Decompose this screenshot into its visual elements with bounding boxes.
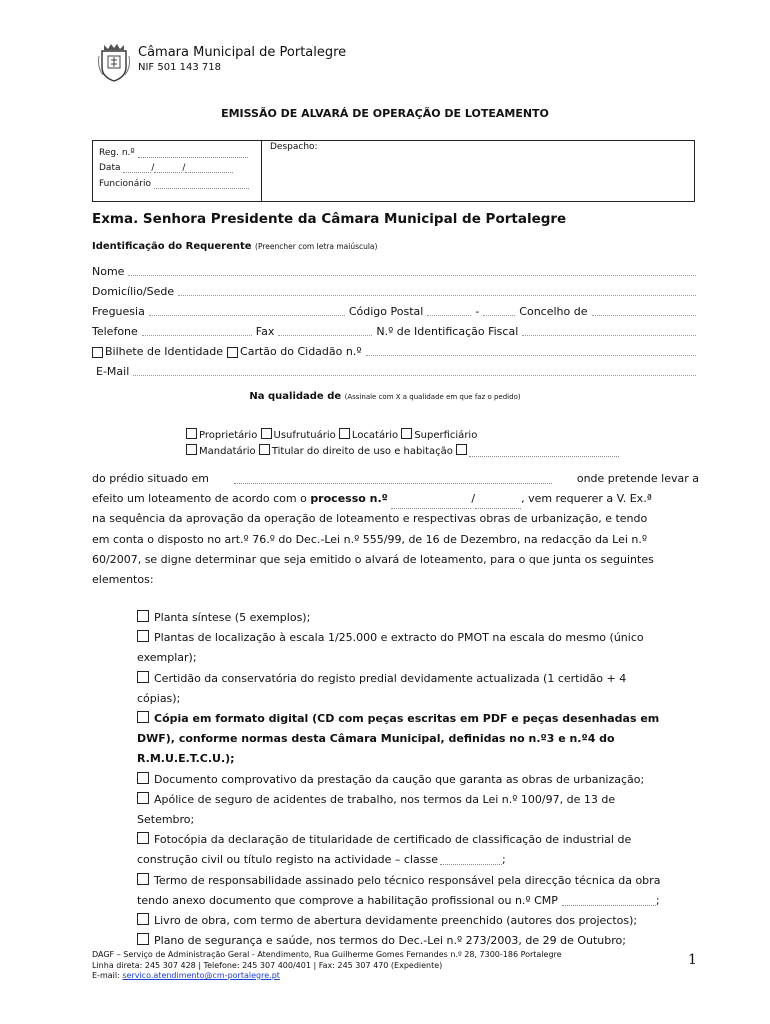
id-document-row <box>92 342 698 358</box>
item-text: Fotocópia da declaração de titularidade de certificado de classificação de industrial de <box>154 833 632 847</box>
footer-contacts: Linha direta: 245 307 428 | Telefone: 245 307 400/401 | Fax: 245 307 470 (Expediente) <box>92 960 443 970</box>
item-checkbox[interactable] <box>137 933 149 945</box>
para-l5: 60/2007, se digne determinar que seja emitido o alvará de loteamento, para o que junta os seguintes <box>92 552 654 566</box>
list-item <box>137 709 699 770</box>
date-sep-1: / <box>151 163 155 173</box>
process-sep: / <box>471 492 476 506</box>
nome-label: Nome <box>92 265 125 278</box>
cmp-input[interactable] <box>562 891 656 906</box>
telefone-row <box>92 322 698 338</box>
item-checkbox[interactable] <box>137 671 149 683</box>
quality-hint: (Assinale com X a qualidade em que faz o pedido) <box>344 393 521 401</box>
item-text-cont: Setembro; <box>137 813 195 827</box>
item-text: Planta síntese (5 exemplos); <box>154 611 311 624</box>
item-text-cont: exemplar); <box>137 651 197 665</box>
item-text-cont: R.M.U.E.T.C.U.); <box>137 752 235 766</box>
list-item <box>137 931 699 951</box>
para-l6: elementos: <box>92 573 154 587</box>
item-text-cont: tendo anexo documento que comprove a habilitação profissional ou n.º CMP <box>137 893 558 907</box>
funcionario-field[interactable] <box>99 178 249 189</box>
list-item <box>137 790 699 830</box>
email-label: E-Mail <box>96 365 130 378</box>
other-quality-checkbox[interactable] <box>456 444 467 455</box>
item-text: Certidão da conservatória do registo predial devidamente actualizada (1 certidão + 4 <box>154 671 627 685</box>
quality-title: Na qualidade de <box>249 391 342 402</box>
domicilio-label: Domicílio/Sede <box>92 285 175 298</box>
document-checklist <box>137 608 699 951</box>
item-checkbox[interactable] <box>137 832 149 844</box>
item-checkbox[interactable] <box>137 792 149 804</box>
item-checkbox[interactable] <box>137 610 149 622</box>
addressee: Exma. Senhora Presidente da Câmara Municipal de Portalegre <box>92 211 567 227</box>
reg-number-label: Reg. n.º <box>99 148 135 158</box>
identification-heading <box>92 241 377 252</box>
list-item <box>137 628 699 668</box>
list-item <box>137 830 699 870</box>
codigo-postal-dash: - <box>475 305 480 318</box>
org-nif: NIF 501 143 718 <box>138 62 221 73</box>
item-trail: ; <box>502 853 506 867</box>
para-l1-end: onde pretende levar a <box>576 472 699 485</box>
municipal-crest-icon <box>97 42 131 82</box>
list-item <box>137 608 699 628</box>
item-checkbox[interactable] <box>137 772 149 784</box>
footer <box>92 950 562 982</box>
freguesia-input[interactable] <box>149 305 345 316</box>
list-item <box>137 770 699 790</box>
item-text-cont: cópias); <box>137 691 181 705</box>
despacho-label: Despacho: <box>270 142 318 152</box>
list-item <box>137 911 699 931</box>
para-l2-end: , vem requerer a V. Ex.ª <box>521 492 652 506</box>
date-sep-2: / <box>182 163 186 173</box>
concelho-label: Concelho de <box>519 305 588 318</box>
email-row <box>96 362 698 378</box>
location-input[interactable] <box>234 469 552 484</box>
item-text: Cópia em formato digital (CD com peças escritas em PDF e peças desenhadas em <box>154 712 660 726</box>
document-title: EMISSÃO DE ALVARÁ DE OPERAÇÃO DE LOTEAMENTO <box>221 107 549 120</box>
footer-address: DAGF – Serviço de Administração Geral - Atendimento, Rua Guilherme Gomes Fernandes n.º 28, 7300-186 Portalegre <box>92 950 562 959</box>
fax-label: Fax <box>255 325 275 338</box>
domicilio-row <box>92 282 698 298</box>
item-checkbox[interactable] <box>137 711 149 723</box>
telefone-input[interactable] <box>142 325 252 336</box>
item-checkbox[interactable] <box>137 630 149 642</box>
page-number: 1 <box>688 952 697 968</box>
item-text: Plantas de localização à escala 1/25.000 e extracto do PMOT na escala do mesmo (único <box>154 631 644 645</box>
list-item <box>137 669 699 709</box>
process-number-label: processo n.º <box>310 492 388 506</box>
proprietario-checkbox[interactable] <box>186 428 197 439</box>
cartao-label: Cartão do Cidadão n.º <box>240 345 362 358</box>
item-checkbox[interactable] <box>137 913 149 925</box>
process-number-input[interactable] <box>391 494 471 509</box>
freguesia-row <box>92 302 698 318</box>
titular-label: Titular do direito de uso e habitação <box>271 446 453 457</box>
domicilio-input[interactable] <box>178 285 696 296</box>
date-field[interactable] <box>99 162 233 173</box>
reg-number-field[interactable] <box>99 147 248 158</box>
name-row <box>92 262 698 278</box>
request-paragraph <box>92 469 699 590</box>
locatario-label: Locatário <box>351 430 399 441</box>
item-text: Plano de segurança e saúde, nos termos do Dec.-Lei n.º 273/2003, de 29 de Outubro; <box>154 934 626 948</box>
item-text: Documento comprovativo da prestação da caução que garanta as obras de urbanização; <box>154 772 645 786</box>
concelho-input[interactable] <box>592 305 697 316</box>
mandatario-checkbox[interactable] <box>186 444 197 455</box>
item-text-cont: construção civil ou título registo na actividade – classe <box>137 853 438 867</box>
para-l1-start: do prédio situado em <box>92 472 210 485</box>
item-trail: ; <box>655 893 660 907</box>
funcionario-label: Funcionário <box>99 179 151 189</box>
registry-divider <box>261 141 262 201</box>
process-year-input[interactable] <box>475 494 521 509</box>
list-item <box>137 871 699 911</box>
telefone-label: Telefone <box>92 325 138 338</box>
freguesia-label: Freguesia <box>92 305 145 318</box>
codigo-postal-input-2[interactable] <box>483 305 515 316</box>
usufrutuario-checkbox[interactable] <box>261 428 272 439</box>
locatario-checkbox[interactable] <box>339 428 350 439</box>
item-text-cont: DWF), conforme normas desta Câmara Municipal, definidas no n.º3 e n.º4 do <box>137 732 615 746</box>
footer-email-label: E-mail: <box>92 971 120 980</box>
id-number-input[interactable] <box>366 345 696 356</box>
identification-title: Identificação do Requerente <box>92 241 252 252</box>
codigo-postal-input-1[interactable] <box>427 305 471 316</box>
para-l4: em conta o disposto no art.º 76.º do Dec.-Lei n.º 555/99, de 16 de Dezembro, na redacção da Lei n.º <box>92 532 648 546</box>
titular-checkbox[interactable] <box>259 444 270 455</box>
superficiario-checkbox[interactable] <box>401 428 412 439</box>
proprietario-label: Proprietário <box>199 430 258 441</box>
superficiario-label: Superficiário <box>414 430 478 441</box>
mandatario-label: Mandatário <box>199 446 256 457</box>
item-text: Apólice de seguro de acidentes de trabalho, nos termos da Lei n.º 100/97, de 13 de <box>154 792 616 806</box>
date-label: Data <box>99 163 121 173</box>
other-quality-input[interactable] <box>469 446 619 457</box>
footer-email-link[interactable]: servico.atendimento@cm-portalegre.pt <box>122 971 280 980</box>
bilhete-checkbox[interactable] <box>92 347 103 358</box>
email-input[interactable] <box>133 365 696 376</box>
item-text: Termo de responsabilidade assinado pelo técnico responsável pela direcção técnica da obra <box>154 873 661 887</box>
codigo-postal-label: Código Postal <box>348 305 424 318</box>
bilhete-label: Bilhete de Identidade <box>105 345 224 358</box>
org-name: Câmara Municipal de Portalegre <box>138 45 347 60</box>
item-text: Livro de obra, com termo de abertura devidamente preenchido (autores dos projectos); <box>154 914 638 928</box>
quality-heading <box>0 391 770 402</box>
quality-row-1 <box>186 428 477 441</box>
fax-input[interactable] <box>278 325 372 336</box>
identification-hint: (Preencher com letra maiúscula) <box>255 242 378 251</box>
nome-input[interactable] <box>128 265 696 276</box>
cartao-checkbox[interactable] <box>227 347 238 358</box>
registry-box <box>92 140 695 202</box>
usufrutuario-label: Usufrutuário <box>273 430 336 441</box>
nif-label: N.º de Identificação Fiscal <box>376 325 519 338</box>
item-checkbox[interactable] <box>137 873 149 885</box>
quality-row-2 <box>186 444 619 457</box>
nif-input[interactable] <box>522 325 696 336</box>
para-l2-a: efeito um loteamento de acordo com o <box>92 492 307 506</box>
classe-input[interactable] <box>440 850 502 865</box>
para-l3: na sequência da aprovação da operação de loteamento e respectivas obras de urbanização, e tendo <box>92 512 648 526</box>
